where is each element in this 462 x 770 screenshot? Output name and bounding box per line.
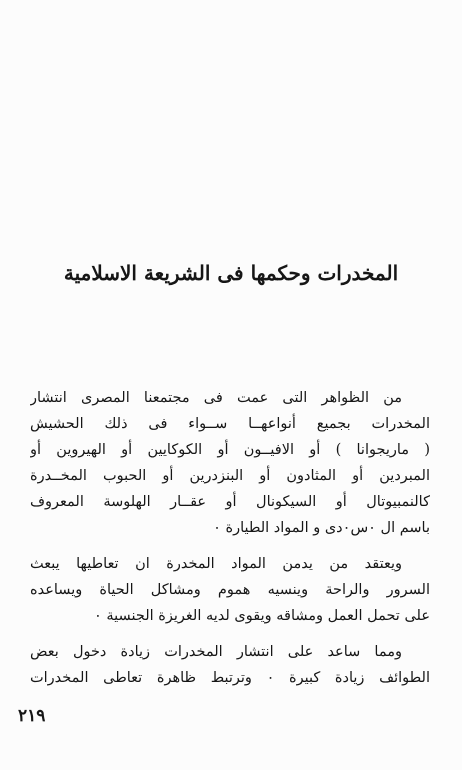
text-line: السرور والراحة وينسيه هموم ومشاكل الحياة ويساعده <box>30 582 430 598</box>
page-number: ٢١٩ <box>18 706 46 726</box>
chapter-title: المخدرات وحكمها فى الشريعة الاسلامية <box>63 261 399 285</box>
text-line: ومما ساعد على انتشار المخدرات زيادة دخول بعض <box>30 644 402 660</box>
text-line: على تحمل العمل ومشاقه ويقوى لديه الغريزة الجنسية ٠ <box>94 608 430 624</box>
text-line: ( ماريجوانا ) أو الافيــون أو الكوكايين أو الهيروين أو <box>30 442 430 458</box>
text-line: ويعتقد من يدمن المواد المخدرة ان تعاطيها يبعث <box>30 556 402 572</box>
paragraph <box>30 551 430 629</box>
paragraph-gap <box>30 541 430 551</box>
paragraph-gap <box>30 629 430 639</box>
paragraph <box>30 639 430 691</box>
body-text <box>30 385 430 691</box>
paragraph <box>30 385 430 541</box>
text-line: المبردين أو المثادون أو البنزدرين أو الحبوب المخــدرة <box>30 468 430 484</box>
text-line: الطوائف زيادة كبيرة ٠ وترتبط ظاهرة تعاطى المخدرات <box>30 670 430 686</box>
text-line: من الظواهر التى عمت فى مجتمعنا المصرى انتشار <box>30 390 402 406</box>
text-line: باسم ال ٠س٠دى و المواد الطيارة ٠ <box>213 520 430 536</box>
text-line: كالنمبيوتال أو السيكونال أو عقــار الهلوسة المعروف <box>30 494 430 510</box>
text-line: المخدرات بجميع أنواعهــا ســواء فى ذلك الحشيش <box>30 416 430 432</box>
